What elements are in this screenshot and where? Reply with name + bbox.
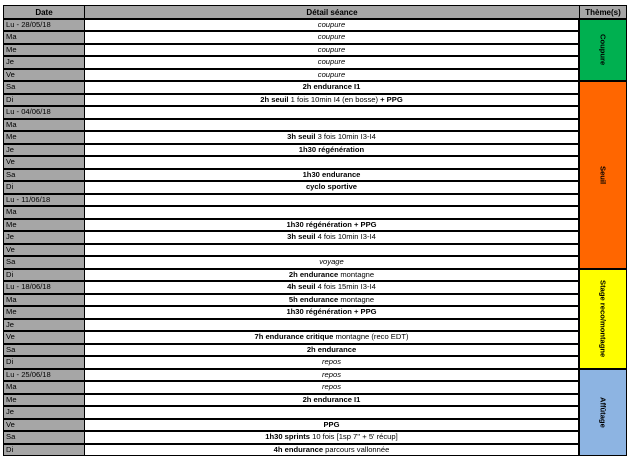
- theme-block: [579, 81, 627, 269]
- row-date: Di: [3, 181, 85, 194]
- detail-text: repos: [322, 357, 341, 366]
- row-date: Me: [3, 306, 85, 319]
- row-detail: [85, 306, 579, 319]
- row-date: Ve: [3, 331, 85, 344]
- row-detail: [85, 19, 579, 32]
- detail-text: PPG: [323, 419, 340, 429]
- row-date: Lu - 25/06/18: [3, 369, 85, 382]
- table-row: [3, 444, 579, 457]
- detail-text: repos: [322, 382, 341, 391]
- theme-block: [579, 19, 627, 82]
- detail-text: 4 fois 10min I3-I4: [315, 232, 376, 241]
- table-row: [3, 319, 579, 332]
- theme-block: [579, 369, 627, 457]
- row-date: Je: [3, 231, 85, 244]
- table-row: [3, 44, 579, 57]
- header-date: Date: [3, 5, 85, 19]
- table-row: [3, 31, 579, 44]
- table-row: [3, 294, 579, 307]
- table-row: [3, 206, 579, 219]
- detail-text: coupure: [317, 44, 346, 54]
- row-detail: [85, 331, 579, 344]
- detail-text: 4h seuil: [287, 282, 316, 291]
- detail-text: 3h seuil: [287, 132, 316, 141]
- row-date: Ma: [3, 294, 85, 307]
- row-date: Je: [3, 144, 85, 157]
- row-detail: [85, 281, 579, 294]
- table-row: [3, 181, 579, 194]
- detail-text: 5h endurance: [288, 294, 339, 304]
- row-detail: [85, 231, 579, 244]
- table-row: [3, 306, 579, 319]
- row-detail: [85, 294, 579, 307]
- detail-text: repos: [322, 369, 341, 379]
- table-row: [3, 419, 579, 432]
- theme-label: Affûtage: [598, 396, 608, 428]
- row-date: Sa: [3, 344, 85, 357]
- detail-text: 2h endurance I1: [302, 394, 361, 404]
- row-detail: [85, 106, 579, 119]
- row-detail: [85, 144, 579, 157]
- detail-text: 1h30 endurance: [302, 169, 361, 179]
- detail-text: 10 fois [1sp 7'' + 5' récup]: [310, 432, 398, 441]
- row-detail: [85, 206, 579, 219]
- row-detail: [85, 31, 579, 44]
- detail-text: 2h seuil: [260, 94, 289, 104]
- row-detail: [85, 131, 579, 144]
- row-date: Sa: [3, 256, 85, 269]
- row-detail: [85, 269, 579, 282]
- row-date: Me: [3, 131, 85, 144]
- row-detail: [85, 169, 579, 182]
- row-detail: [85, 444, 579, 457]
- header-detail: Détail séance: [84, 5, 580, 19]
- table-row: [3, 106, 579, 119]
- row-date: Lu - 04/06/18: [3, 106, 85, 119]
- row-date: Ma: [3, 31, 85, 44]
- row-date: Lu - 18/06/18: [3, 281, 85, 294]
- row-date: Di: [3, 269, 85, 282]
- row-detail: [85, 94, 579, 107]
- theme-label: Seuil: [598, 165, 608, 184]
- detail-text: 3h seuil: [287, 232, 316, 241]
- row-date: Ve: [3, 244, 85, 257]
- row-date: Di: [3, 94, 85, 107]
- table-row: [3, 381, 579, 394]
- table-row: [3, 156, 579, 169]
- row-date: Me: [3, 44, 85, 57]
- row-date: Ve: [3, 69, 85, 82]
- table-row: [3, 244, 579, 257]
- table-row: [3, 281, 579, 294]
- table-row: [3, 119, 579, 132]
- theme-block: [579, 269, 627, 369]
- table-row: [3, 256, 579, 269]
- detail-text: parcours vallonnée: [323, 444, 390, 454]
- detail-text: 4h endurance: [273, 444, 324, 454]
- row-date: Sa: [3, 81, 85, 94]
- row-detail: [85, 81, 579, 94]
- table-row: [3, 81, 579, 94]
- theme-label: Coupure: [598, 34, 608, 66]
- table-row: [3, 194, 579, 207]
- row-detail: [85, 194, 579, 207]
- row-detail: [85, 394, 579, 407]
- detail-text: 3 fois 10min I3-I4: [315, 132, 376, 141]
- row-detail: [85, 406, 579, 419]
- row-detail: [85, 219, 579, 232]
- detail-text: coupure: [317, 57, 346, 66]
- training-plan-table: [3, 5, 627, 456]
- detail-text: 1h30 sprints: [265, 432, 310, 441]
- table-row: [3, 231, 579, 244]
- row-date: Di: [3, 444, 85, 457]
- table-row: [3, 131, 579, 144]
- table-row: [3, 394, 579, 407]
- detail-text: montagne (reco EDT): [333, 332, 409, 341]
- table-row: [3, 431, 579, 444]
- table-row: [3, 144, 579, 157]
- row-detail: [85, 119, 579, 132]
- row-detail: [85, 69, 579, 82]
- row-detail: [85, 381, 579, 394]
- table-row: [3, 69, 579, 82]
- table-row: [3, 356, 579, 369]
- row-date: Ve: [3, 419, 85, 432]
- row-detail: [85, 431, 579, 444]
- detail-text: 1 fois 10min I4 (en bosse): [288, 94, 381, 104]
- detail-text: montagne: [338, 294, 375, 304]
- table-row: [3, 331, 579, 344]
- detail-text: cyclo sportive: [305, 182, 358, 191]
- row-detail: [85, 256, 579, 269]
- theme-label: Stage reco/montagne: [598, 279, 608, 358]
- row-date: Sa: [3, 431, 85, 444]
- detail-text: coupure: [317, 19, 346, 29]
- detail-text: montagne: [338, 269, 375, 279]
- table-row: [3, 94, 579, 107]
- detail-text: + PPG: [380, 94, 403, 104]
- row-detail: [85, 419, 579, 432]
- table-row: [3, 269, 579, 282]
- row-detail: [85, 344, 579, 357]
- row-detail: [85, 181, 579, 194]
- row-date: Ma: [3, 119, 85, 132]
- row-date: Sa: [3, 169, 85, 182]
- row-date: Lu - 11/06/18: [3, 194, 85, 207]
- row-date: Ma: [3, 206, 85, 219]
- detail-text: 7h endurance critique: [254, 332, 334, 341]
- table-row: [3, 344, 579, 357]
- detail-text: 1h30 régénération + PPG: [286, 307, 377, 316]
- table-row: [3, 19, 579, 32]
- row-date: Je: [3, 319, 85, 332]
- table-row: [3, 219, 579, 232]
- row-date: Je: [3, 406, 85, 419]
- row-detail: [85, 244, 579, 257]
- row-date: Ve: [3, 156, 85, 169]
- row-detail: [85, 369, 579, 382]
- detail-text: 2h endurance: [306, 344, 357, 354]
- row-detail: [85, 319, 579, 332]
- detail-text: coupure: [317, 69, 346, 79]
- row-date: Me: [3, 219, 85, 232]
- detail-text: 2h endurance I1: [302, 82, 361, 91]
- row-date: Lu - 28/05/18: [3, 19, 85, 32]
- table-row: [3, 406, 579, 419]
- detail-text: coupure: [317, 32, 346, 41]
- table-row: [3, 56, 579, 69]
- detail-text: 1h30 régénération: [298, 144, 365, 154]
- header-theme: Thème(s): [579, 5, 627, 19]
- row-date: Je: [3, 56, 85, 69]
- detail-text: 4 fois 15min I3-I4: [315, 282, 376, 291]
- detail-text: 1h30 régénération + PPG: [286, 219, 377, 229]
- detail-text: 2h endurance: [288, 269, 339, 279]
- row-detail: [85, 44, 579, 57]
- row-date: Me: [3, 394, 85, 407]
- row-date: Ma: [3, 381, 85, 394]
- table-row: [3, 169, 579, 182]
- row-detail: [85, 356, 579, 369]
- row-detail: [85, 156, 579, 169]
- table-row: [3, 369, 579, 382]
- row-detail: [85, 56, 579, 69]
- row-date: Di: [3, 356, 85, 369]
- detail-text: voyage: [319, 257, 344, 266]
